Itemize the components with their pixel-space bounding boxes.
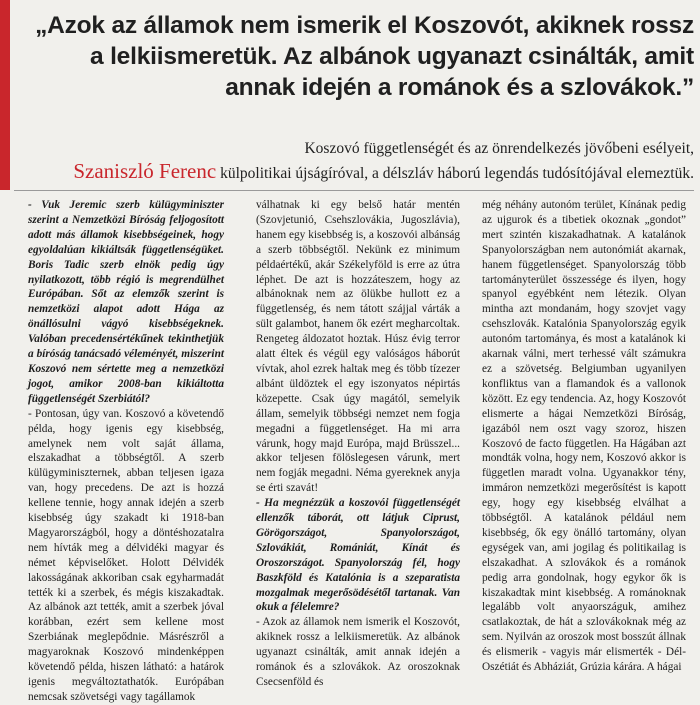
column-3-text: még néhány autonóm terület, Kínának pedig az ujgurok és a tibetiek okoznak „gondot” mert szintén kiszakadhatnak. A katalánok Spanyolországban nem autonómiát akarnak, hanem függetlenséget. Spanyolország több tartományterület összessége és ilyen, hogy spanyol egyébként nem létezik. Olyan mintha azt mondanám, hogy szovjet vagy csehszlovák. Katalónia Spanyolország egyik autonóm tartománya, és most a katalánok ki akarnak válni, mert terhessé vált számukra ez a szövetség. Belgiumban ugyanilyen konfliktus van a flamandok és a vallonok között. Ez egy tendencia. Az, hogy Koszovót elismerte a hágai Nemzetközi Bíróság, igazából nem oszt vagy szoroz, hiszen Koszovó de facto független. Ha Hágában azt mondták volna, hogy nem, Koszovó akkor is független maradt volna. Ugyanakkor tény, immáron nemzetközi megerősítést is kapott egy, hogy egy kisebbség elválhat a többségtől. A katalánok például nem kisebbség, ők egy önálló tartomány, olyan egységek van, ami jogilag és politikailag is elszakadhat. A szlovákok és a románok pedig arra gondolnak, hogy egykor ők is kiszakadtak mint kisebbség. A románoknak legalább volt anyaországuk, amihez csatlakoztak, de hát a szlovákoknak még az sem. Nyilván az oroszok most bosszút állnak és elismerik - vagyis már elismerték - Dél-Oszétiát és Abháziát, Grúzia kárára. A hágai [482, 199, 686, 674]
column-2-text: válhatnak ki egy belső határ mentén (Szovjetunió, Csehszlovákia, Jugoszlávia), hanem egy kisebbség is, a koszovói albánság a szerb többségtől. Nekünk ez minimum példaértékű, akár Székelyföld is erre az útra léphet. De azt is hozzáteszem, hogy az albánoknak nem az ölükbe hullott ez a függetlenség, és nem tátott szájjal várták a sült galambot, hanem ők ezért megharcoltak. Rengeteg áldozatot hoztak. Húsz évig terror alatt éltek és végül egy valóságos háborút vívtak, ahol ezrek haltak meg és több tízezer albánt üldöztek el egy iszonyatos népirtás közepette. Csak úgy magától, semelyik állam, semelyik többségi nemzet nem fogja megadni a függetlenséget. Ha mi arra várunk, hogy majd Európa, majd Brüsszel... akkor teljesen fölöslegesen várunk, mert nem fogják megadni. Néma gyereknek anyja se érti szavát! [256, 199, 460, 495]
accent-bar [0, 0, 10, 190]
author-name: Szaniszló Ferenc [73, 159, 217, 183]
question-2: - Ha megnézzük a koszovói függetlenségét ellenzők táborát, ott látjuk Ciprust, Görögországot, Spanyolországot, Szlovákiát, Romániát, Kínát és Oroszországot. Spanyolország fél, hogy Baszkföld és Katalónia is a szeparatista mozgalmak megerősödésétől tartanak. Van okuk a félelemre? [256, 497, 460, 614]
article-column-1 [28, 198, 224, 703]
lead-line2: külpolitikai újságíróval, a délszláv háború legendás tudósítójával elemeztük. [216, 165, 694, 182]
question-1: - Vuk Jeremic szerb külügyminiszter szerint a Nemzetközi Bíróság feljogosított adott más államok kisebbségeinek, hogy egyoldalúan kikiáltsák függetlenségüket. Boris Tadic szerb elnök pedig úgy nyilatkozott, több régió is megrendülhet Európában. Sőt az elemzők szerint is nemzetközi alapot adott Hága az önállósulni vágyó kisebbségeknek. Valóban precedensértékűnek tekinthetjük a bíróság tanácsadó véleményét, miszerint Koszovó nem sértette meg a nemzetközi jogot, amikor 2008-ban kikiáltotta függetlenségét Szerbiától? [28, 199, 224, 405]
lead-paragraph [20, 138, 694, 185]
answer-2: - Azok az államok nem ismerik el Koszovót, akiknek rossz a lelkiismeretük. Az albánok ugyanazt csinálták, amit annak idején a románok és a szlovákok. Az oroszoknak Csecsenföld és [256, 616, 460, 688]
article-column-3 [482, 198, 686, 674]
divider [14, 190, 694, 191]
article-column-2 [256, 198, 460, 688]
headline-quote: „Azok az államok nem ismerik el Koszovót, akiknek rossz a lelkiismeretük. Az albánok ugyanazt csinálták, amit annak idején a románok és a szlovákok.” [35, 12, 694, 101]
answer-1: - Pontosan, úgy van. Koszovó a követendő példa, hogy igenis egy kisebbség, amelynek nem volt saját állama, elszakadhat a többségtől. A szerb külügyminiszternek, abban teljesen igaza van, hogy precedens. De azt is hozzá kellene tennie, hogy annak idején a szerb kisebbség úgy szakadt ki 1918-ban Magyarországból, hogy a döntéshozatalra nem hívták meg a délvidéki magyar és német képviselőket. Holott Délvidék lakosságának akkoriban csak egyharmadát tették ki a szerbek, és mégis kiszakadtak. Az albánok azt tették, amit a szerbek jóval korábban, ezért sem kellene most Szerbiának meglepődnie. Másrészről a magyaroknak Koszovó mindenképpen követendő példa, hiszen látható: a határok igenis megváltoztathatók. Európában nemcsak szövetségi vagy tagállamok [28, 407, 224, 703]
lead-line1: Koszovó függetlenségét és az önrendelkezés jövőbeni esélyeit, [304, 140, 694, 157]
